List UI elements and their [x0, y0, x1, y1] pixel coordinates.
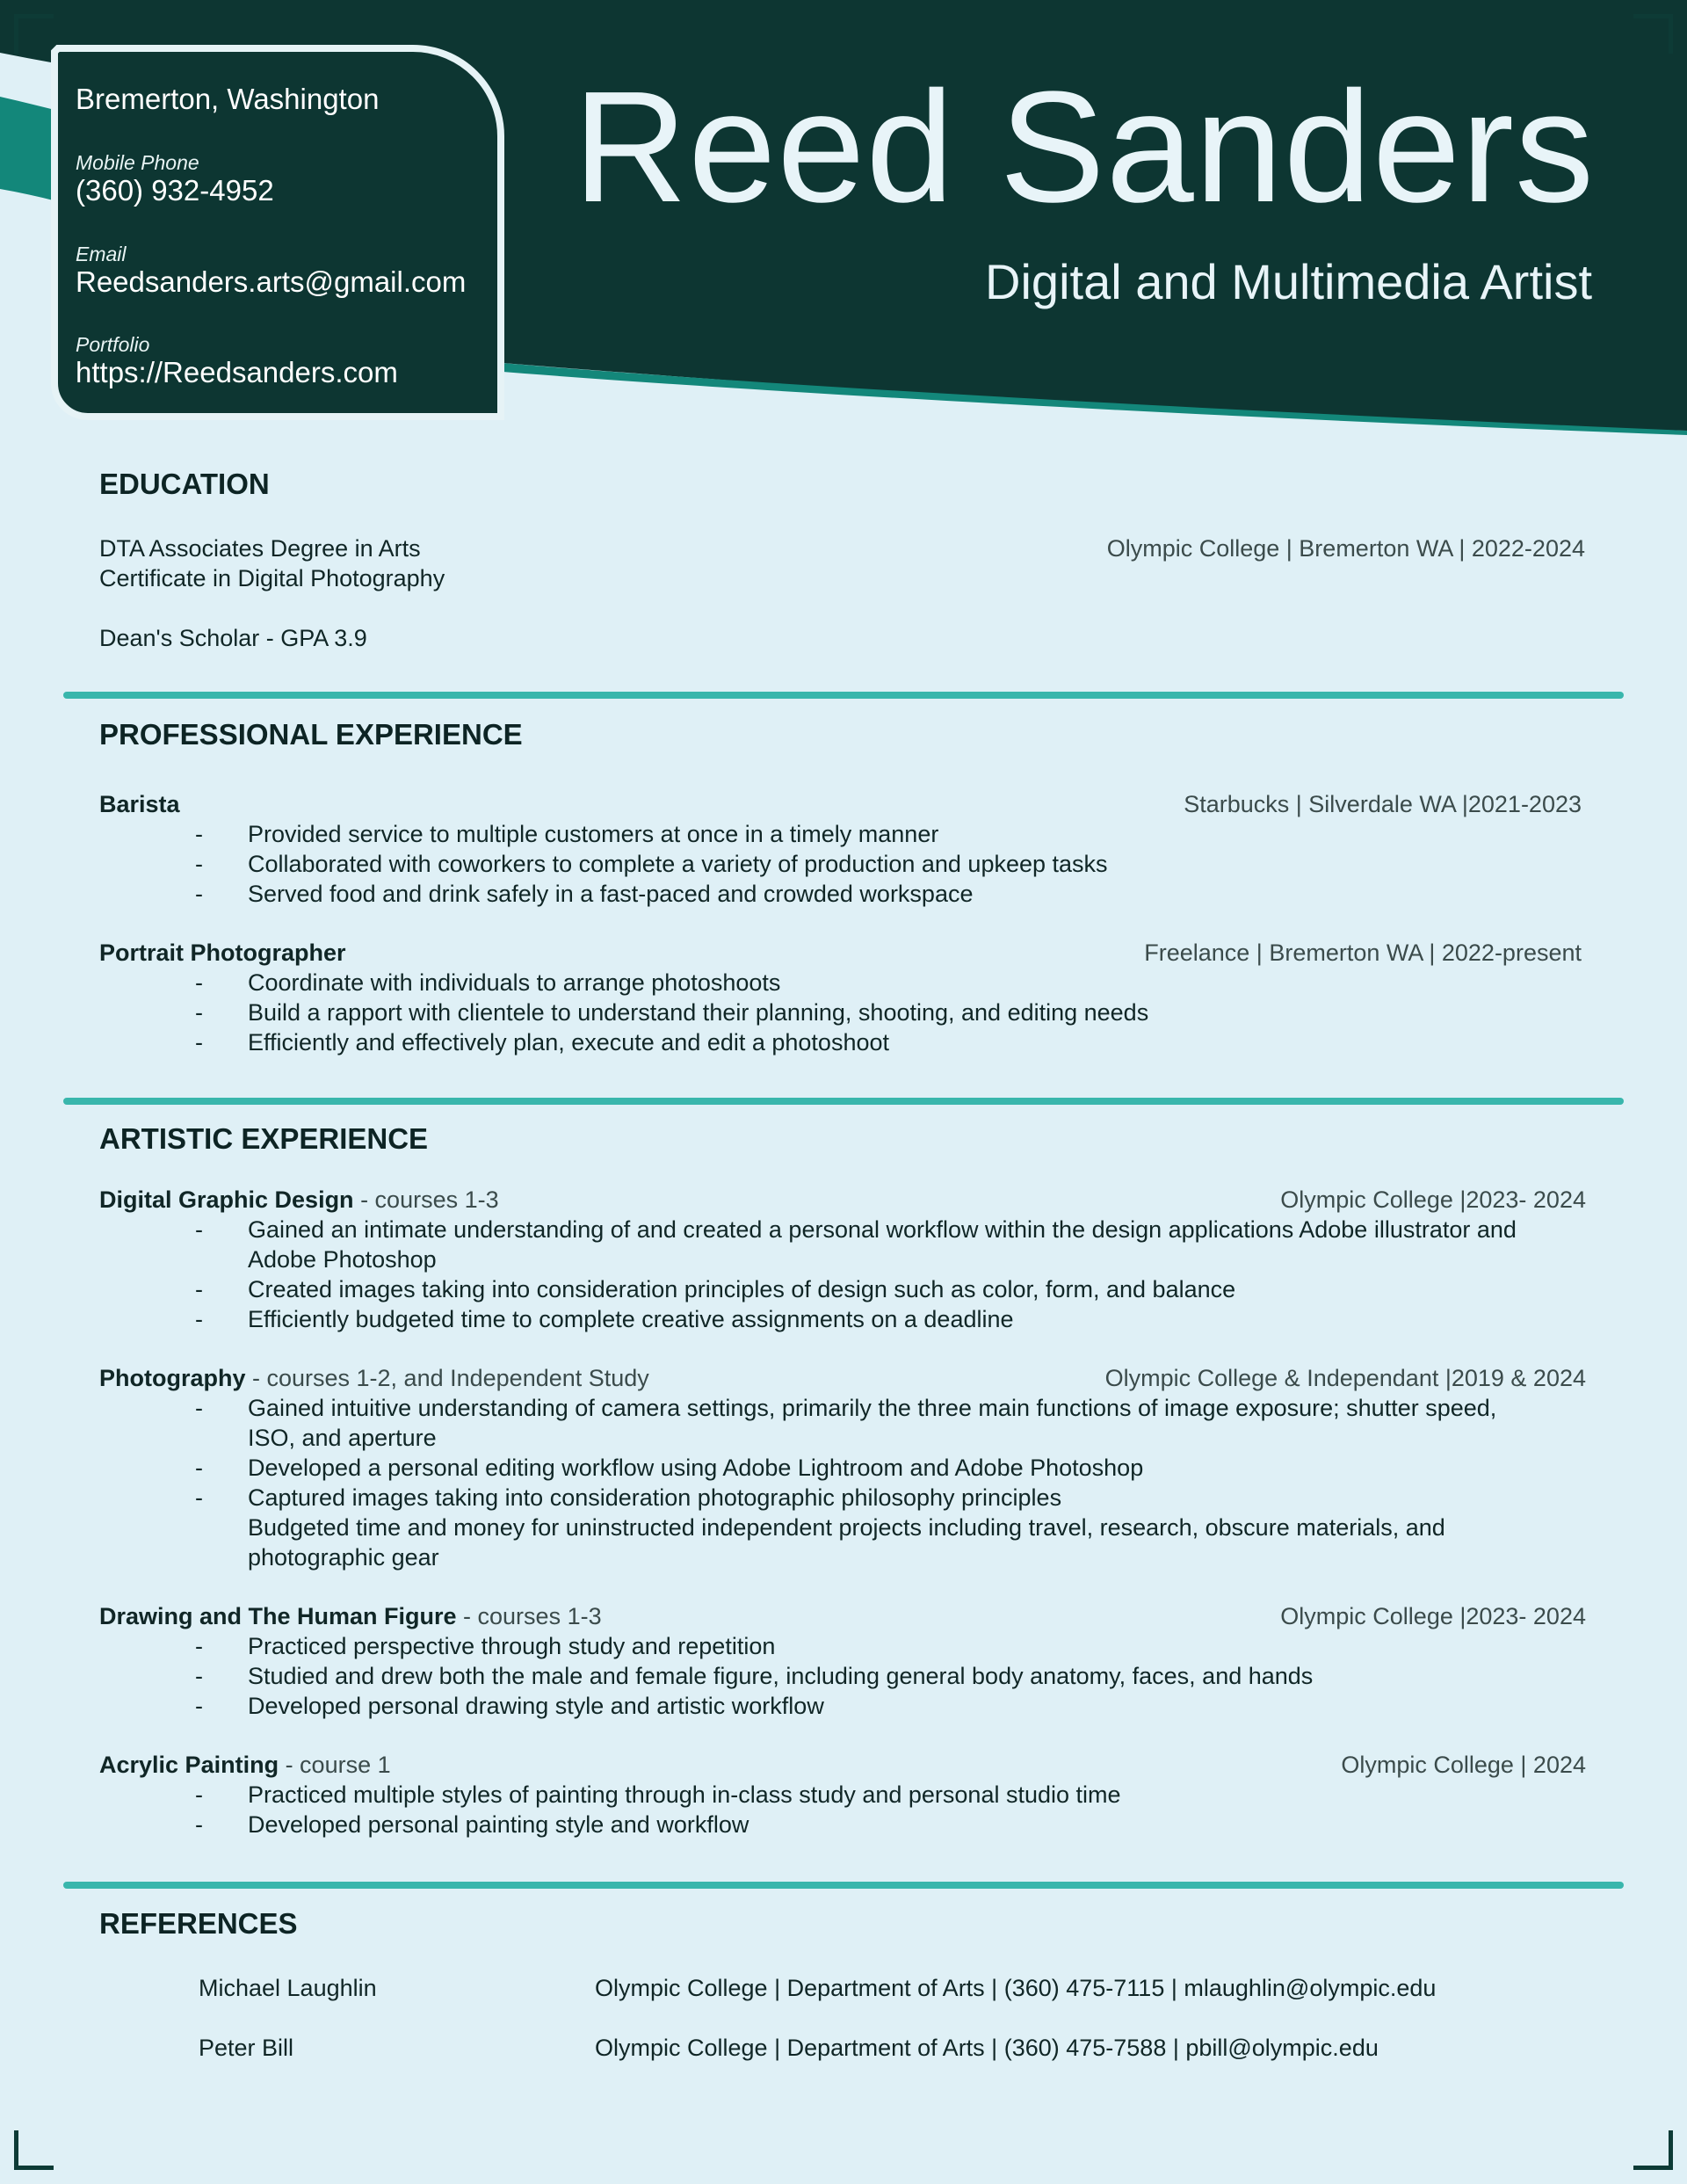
bullet-dash: - — [195, 1216, 203, 1243]
education-certificate: Certificate in Digital Photography — [99, 565, 445, 591]
artistic-item-details: Olympic College |2023- 2024 — [1280, 1186, 1586, 1213]
artistic-item-details: Olympic College & Independant |2019 & 2024 — [1104, 1365, 1586, 1391]
reference-name: Peter Bill — [199, 2035, 294, 2061]
artistic-item-title: Digital Graphic Design - courses 1-3 — [99, 1186, 499, 1213]
candidate-name: Reed Sanders — [573, 59, 1595, 236]
job-role: Barista — [99, 791, 180, 817]
candidate-title: Digital and Multimedia Artist — [985, 254, 1592, 309]
bullet-dash: - — [195, 881, 203, 907]
education-details: Olympic College | Bremerton WA | 2022-2024 — [1106, 535, 1585, 562]
bullet-dash: - — [195, 1484, 203, 1511]
artistic-bullet: photographic gear — [248, 1544, 439, 1571]
artistic-bullet: Budgeted time and money for uninstructed independent projects including travel, research, obscure materials, and — [248, 1514, 1445, 1541]
bullet-dash: - — [195, 1633, 203, 1659]
professional-heading: PROFESSIONAL EXPERIENCE — [99, 718, 523, 751]
artistic-item-title: Photography - courses 1-2, and Independent Study — [99, 1365, 649, 1391]
artistic-bullet: Created images taking into consideration principles of design such as color, form, and balance — [248, 1276, 1236, 1302]
bullet-dash: - — [195, 999, 203, 1026]
bullet-dash: - — [195, 1693, 203, 1719]
artistic-bullet: Efficiently budgeted time to complete creative assignments on a deadline — [248, 1306, 1014, 1332]
artistic-bullet: Gained intuitive understanding of camera settings, primarily the three main functions of image exposure; shutter speed, — [248, 1395, 1497, 1421]
artistic-bullet: Adobe Photoshop — [248, 1246, 437, 1273]
job-details: Freelance | Bremerton WA | 2022-present — [1144, 940, 1582, 966]
artistic-bullet: ISO, and aperture — [248, 1425, 437, 1451]
reference-info[interactable]: Olympic College | Department of Arts | (360) 475-7115 | mlaughlin@olympic.edu — [595, 1975, 1437, 2001]
section-divider — [63, 1098, 1624, 1105]
artistic-bullet: Gained an intimate understanding of and created a personal workflow within the design applications Adobe illustrator and — [248, 1216, 1517, 1243]
artistic-bullet: Practiced perspective through study and repetition — [248, 1633, 776, 1659]
bullet-dash: - — [195, 1455, 203, 1481]
corner-bracket-bottom-left — [14, 2130, 54, 2170]
bullet-dash: - — [195, 969, 203, 996]
bullet-dash: - — [195, 1811, 203, 1838]
artistic-item-details: Olympic College |2023- 2024 — [1280, 1603, 1586, 1629]
section-divider — [63, 692, 1624, 699]
artistic-heading: ARTISTIC EXPERIENCE — [99, 1122, 429, 1155]
references-heading: REFERENCES — [99, 1907, 298, 1940]
bullet-dash: - — [195, 1029, 203, 1056]
artistic-item-title: Acrylic Painting - course 1 — [99, 1752, 391, 1778]
job-bullet: Collaborated with coworkers to complete a variety of production and upkeep tasks — [248, 851, 1108, 877]
bullet-dash: - — [195, 821, 203, 847]
phone-value[interactable]: (360) 932-4952 — [76, 174, 274, 207]
education-heading: EDUCATION — [99, 468, 270, 500]
portfolio-link[interactable]: https://Reedsanders.com — [76, 356, 398, 388]
artistic-bullet: Studied and drew both the male and female figure, including general body anatomy, faces, and hands — [248, 1663, 1314, 1689]
artistic-bullet: Captured images taking into consideration photographic philosophy principles — [248, 1484, 1062, 1511]
bullet-dash: - — [195, 1663, 203, 1689]
bullet-dash: - — [195, 1781, 203, 1808]
job-bullet: Coordinate with individuals to arrange photoshoots — [248, 969, 781, 996]
job-bullet: Efficiently and effectively plan, execute and edit a photoshoot — [248, 1029, 890, 1056]
bullet-dash: - — [195, 1276, 203, 1302]
portfolio-label: Portfolio — [76, 333, 150, 356]
artistic-bullet: Developed a personal editing workflow using Adobe Lightroom and Adobe Photoshop — [248, 1455, 1144, 1481]
artistic-bullet: Developed personal painting style and workflow — [248, 1811, 749, 1838]
artistic-item-details: Olympic College | 2024 — [1341, 1752, 1586, 1778]
email-label: Email — [76, 243, 127, 265]
artistic-bullet: Developed personal drawing style and artistic workflow — [248, 1693, 824, 1719]
bullet-dash: - — [195, 1306, 203, 1332]
corner-bracket-top-left — [14, 14, 54, 54]
artistic-bullet: Practiced multiple styles of painting through in-class study and personal studio time — [248, 1781, 1121, 1808]
education-degree: DTA Associates Degree in Arts — [99, 535, 421, 562]
corner-bracket-top-right — [1633, 14, 1673, 54]
email-value[interactable]: Reedsanders.arts@gmail.com — [76, 265, 467, 298]
artistic-item-title: Drawing and The Human Figure - courses 1-3 — [99, 1603, 602, 1629]
job-role: Portrait Photographer — [99, 940, 346, 966]
reference-info[interactable]: Olympic College | Department of Arts | (360) 475-7588 | pbill@olympic.edu — [595, 2035, 1379, 2061]
job-bullet: Build a rapport with clientele to understand their planning, shooting, and editing needs — [248, 999, 1149, 1026]
education-honor: Dean's Scholar - GPA 3.9 — [99, 625, 367, 651]
job-details: Starbucks | Silverdale WA |2021-2023 — [1184, 791, 1582, 817]
job-bullet: Provided service to multiple customers at once in a timely manner — [248, 821, 939, 847]
corner-bracket-bottom-right — [1633, 2130, 1673, 2170]
bullet-dash: - — [195, 1395, 203, 1421]
reference-name: Michael Laughlin — [199, 1975, 377, 2001]
job-bullet: Served food and drink safely in a fast-paced and crowded workspace — [248, 881, 974, 907]
section-divider — [63, 1882, 1624, 1889]
bullet-dash: - — [195, 851, 203, 877]
phone-label: Mobile Phone — [76, 151, 199, 174]
contact-location: Bremerton, Washington — [76, 83, 380, 115]
